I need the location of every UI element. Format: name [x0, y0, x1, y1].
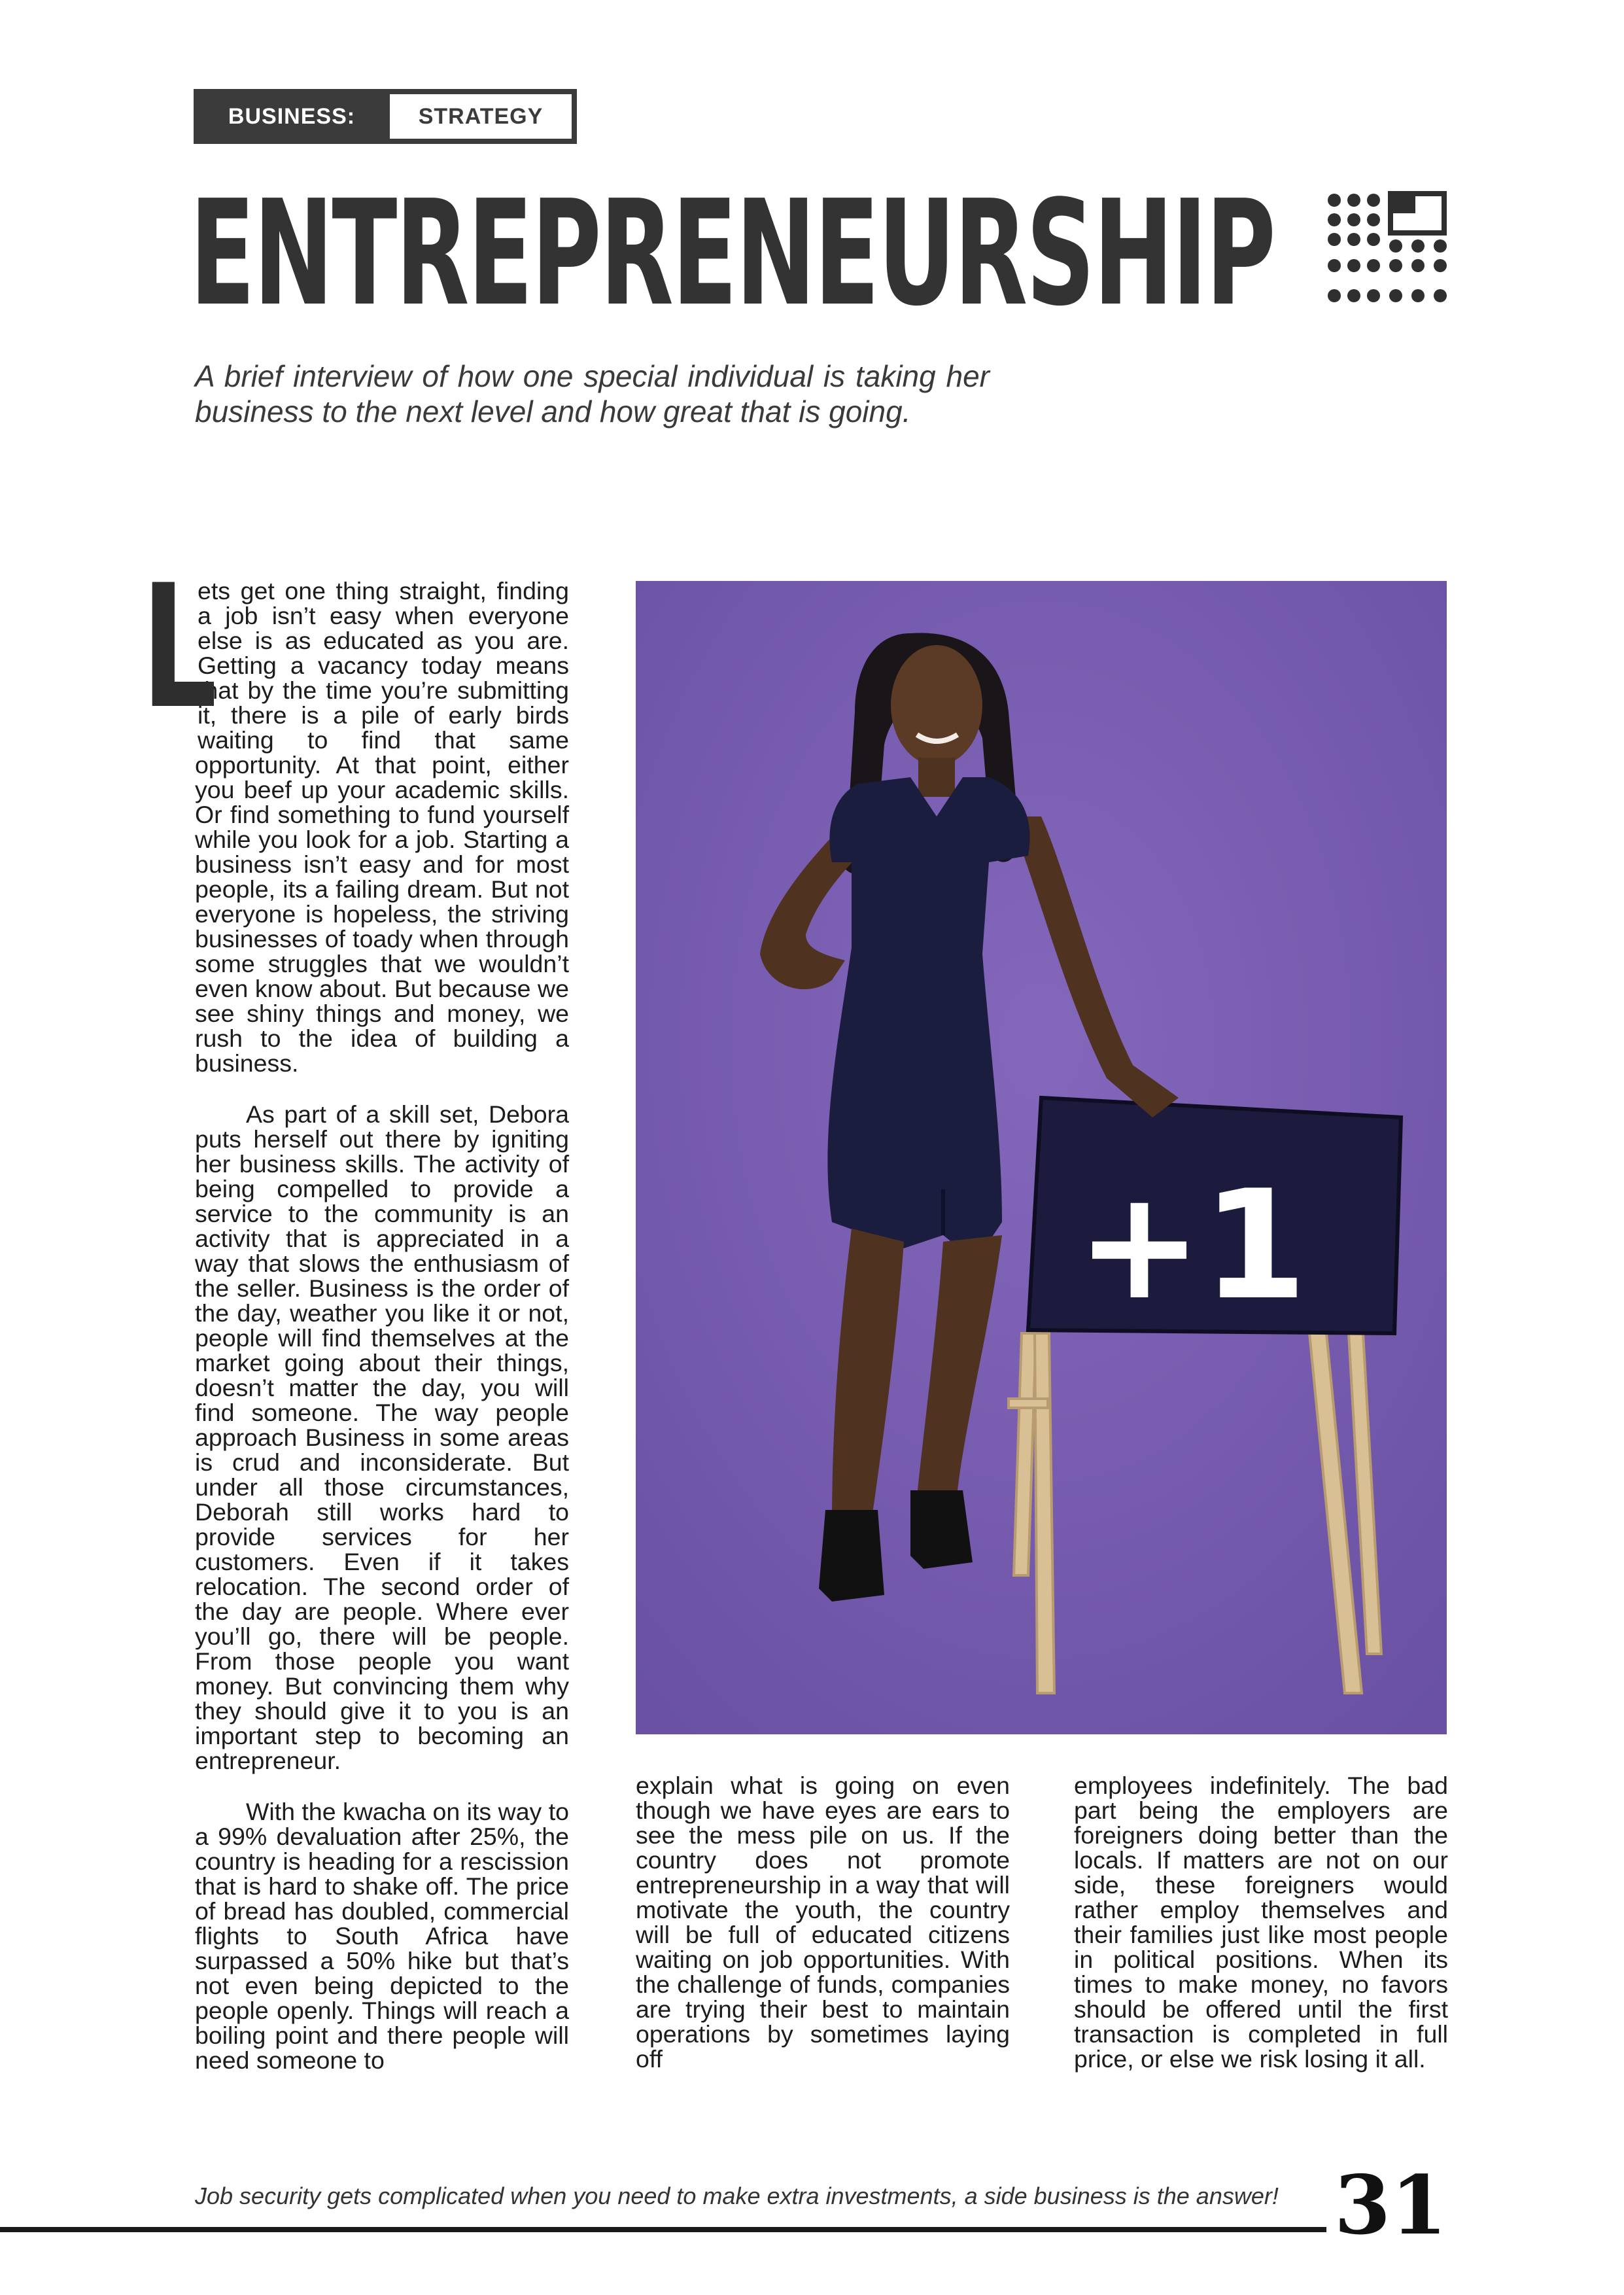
article-deck: A brief interview of how one special individual is taking her business to the next level and how great that is going.: [195, 359, 990, 429]
board-text: +1: [1076, 1159, 1307, 1333]
drop-cap: L: [141, 549, 217, 746]
article-headline: ENTREPRENEURSHIP: [190, 169, 1275, 338]
body-paragraph-1: L ets get one thing straight, finding a job isn’t easy when everyone else is as educated as you are. Getting a vacancy today means that by the time you’re submitting it, there is a pile of early birds waiting to find that same opportunity. At that point, either you beef up your academic skills. Or find something to fund yourself while you look for a job. Starting a business isn’t easy and for most people, its a failing dream. But not everyone is hopeless, the striving businesses of toady when through some struggles that we wouldn’t even know about. But because we see shiny things and money, we rush to the idea of building a business.: [141, 549, 569, 1077]
body-column-1: [141, 549, 569, 2074]
topic-label: STRATEGY: [390, 94, 572, 139]
section-tag: [194, 89, 577, 144]
section-label: BUSINESS:: [228, 103, 356, 129]
body-paragraph-5: employees indefinitely. The bad part being the employers are foreigners doing better than the locals. If matters are not on our side, these foreigners would rather employ themselves and their families just like most people in political positions. When its times to make money, no favors should be offered until the first transaction is completed in full price, or else we risk losing it all.: [1074, 1772, 1448, 2073]
body-column-2: [636, 1773, 1010, 2071]
body-column-3: [1074, 1773, 1448, 2071]
body-paragraph-2: As part of a skill set, Debora puts herself out there by igniting her business skills. The activity of being compelled to provide a service to the community is an activity that is appreciated in a way that slows the enthusiasm of the seller. Business is the order of the day, weather you like it or not, people will find themselves at the market going about their things, doesn’t matter the day, you will find someone. The way people approach Business in some areas is crud and inconsiderate. But under all those circumstances, Deborah still works hard to provide services for her customers. Even if it takes relocation. The second order of the day are people. Where ever you’ll go, there will be people. From those people you want money. But convincing them why they should give it to you is an important step to becoming an entrepreneur.: [195, 1100, 569, 1774]
body-paragraph-3: With the kwacha on its way to a 99% devaluation after 25%, the country is heading for a rescission that is hard to shake off. The price of bread has doubled, commercial flights to South Africa have surpassed a 50% hike but that’s not even being depicted to the people openly. Things will reach a boiling point and there people will need someone to: [195, 1798, 569, 2074]
dot-grid-decoration-icon: [1325, 191, 1449, 307]
body-paragraph-4: explain what is going on even though we have eyes are ears to see the mess pile on us. If the country does not promote entrepreneurship in a way that will motivate the youth, the country will be full of educated citizens waiting on job opportunities. With the challenge of funds, companies are trying their best to maintain operations by sometimes laying off: [636, 1772, 1010, 2073]
page-number: 31: [1334, 2158, 1447, 2253]
footer-tagline: Job security gets complicated when you need to make extra investments, a side business is the answer!: [195, 2182, 1279, 2209]
footer-divider: [0, 2227, 1326, 2232]
portrait-photo: [636, 581, 1447, 1734]
